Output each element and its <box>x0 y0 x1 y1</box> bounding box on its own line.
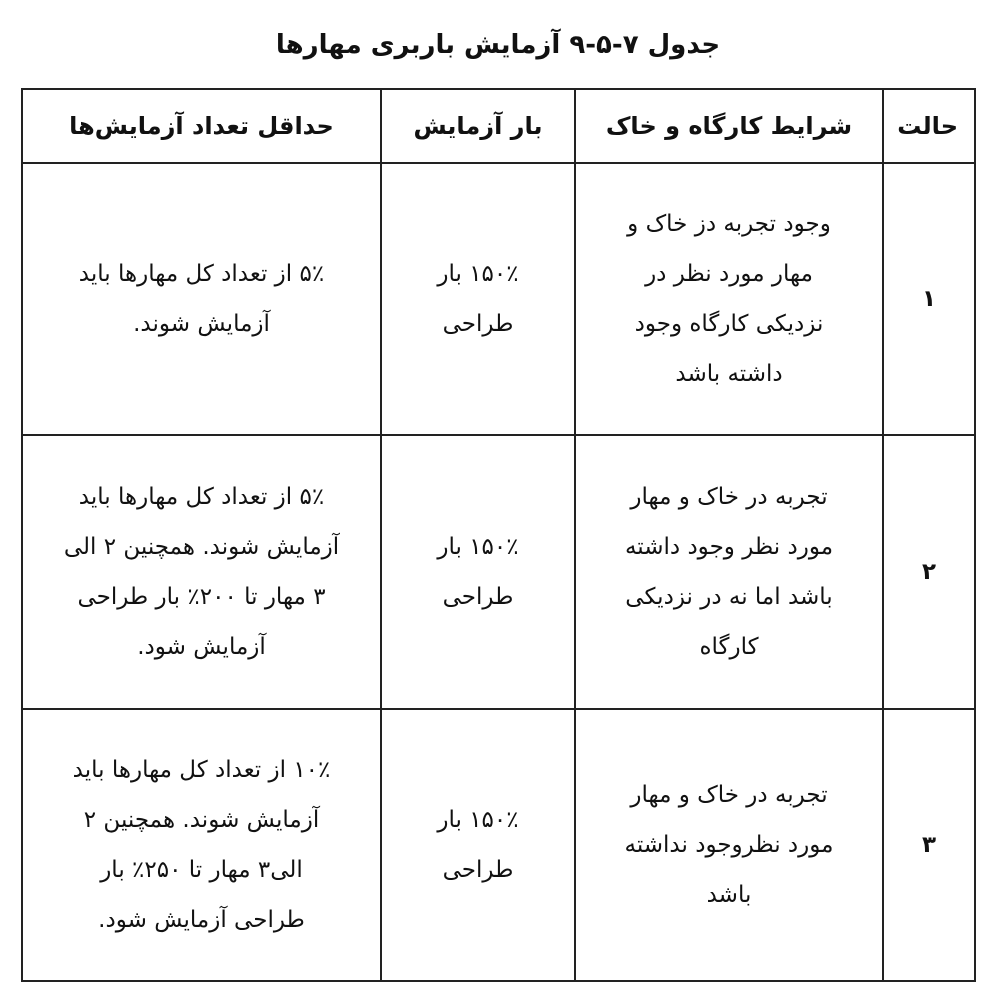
min-tests-text: ۵٪ از تعداد کل مهارها باید آزمایش شوند. همچنین ۲ الی ۳ مهار تا ۲۰۰٪ بار طراحی آزمایش شود. <box>63 484 340 660</box>
header-conditions: شرایط کارگاه و خاک <box>575 89 883 163</box>
state-cell: ۲ <box>883 435 975 709</box>
conditions-text: تجربه در خاک و مهار مورد نظروجود نداشته باشد <box>624 782 834 908</box>
state-cell: ۱ <box>883 163 975 435</box>
min-tests-cell <box>22 163 381 435</box>
test-load-text: ۱۵۰٪ بار طراحی <box>437 807 519 883</box>
test-load-cell <box>381 709 575 981</box>
test-load-cell <box>381 435 575 709</box>
header-min-tests: حداقل تعداد آزمایش‌ها <box>22 89 381 163</box>
table-row <box>22 163 975 435</box>
conditions-cell <box>575 163 883 435</box>
conditions-text: وجود تجربه دز خاک و مهار مورد نظر در نزدیکی کارگاه وجود داشته باشد <box>627 211 831 387</box>
state-cell: ۳ <box>883 709 975 981</box>
test-load-text: ۱۵۰٪ بار طراحی <box>437 534 519 610</box>
min-tests-cell <box>22 435 381 709</box>
table-row <box>22 435 975 709</box>
min-tests-text: ۱۰٪ از تعداد کل مهارها باید آزمایش شوند. همچنین ۲ الی۳ مهار تا ۲۵۰٪ بار طراحی آزمایش شود. <box>72 757 331 933</box>
min-tests-cell <box>22 709 381 981</box>
anchor-load-test-table <box>21 88 976 982</box>
min-tests-text: ۵٪ از تعداد کل مهارها باید آزمایش شوند. <box>78 261 325 337</box>
header-test-load: بار آزمایش <box>381 89 575 163</box>
header-state: حالت <box>883 89 975 163</box>
test-load-cell <box>381 163 575 435</box>
conditions-cell <box>575 709 883 981</box>
test-load-text: ۱۵۰٪ بار طراحی <box>437 261 519 337</box>
table-row <box>22 709 975 981</box>
conditions-text: تجربه در خاک و مهار مورد نظر وجود داشته باشد اما نه در نزدیکی کارگاه <box>624 484 834 660</box>
conditions-cell <box>575 435 883 709</box>
header-row <box>22 89 975 163</box>
table-title: جدول ۷-۵-۹ آزمایش باربری مهارها <box>275 30 721 60</box>
